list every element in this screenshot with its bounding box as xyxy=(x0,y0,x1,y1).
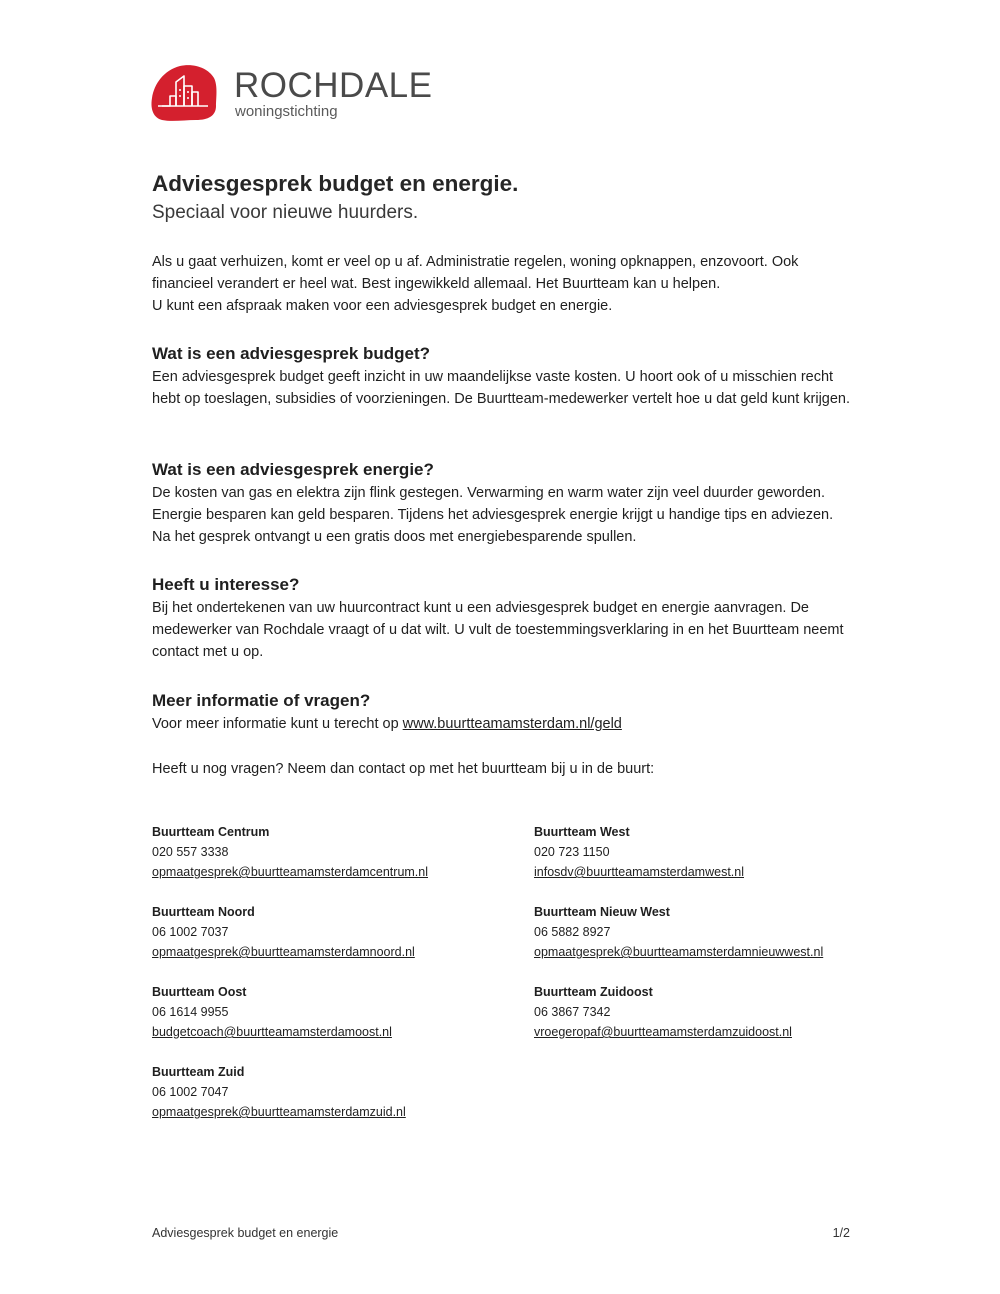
contact-email-link[interactable]: opmaatgesprek@buurtteamamsterdamzuid.nl xyxy=(152,1105,406,1119)
contact-email-link[interactable]: opmaatgesprek@buurtteamamsterdamnieuwwest.nl xyxy=(534,945,824,959)
contact-email-link[interactable]: vroegeropaf@buurtteamamsterdamzuidoost.nl xyxy=(534,1025,792,1039)
contact-block-zuidoost xyxy=(534,982,864,1042)
logo-mark-icon xyxy=(150,62,220,124)
contact-email-link[interactable]: opmaatgesprek@buurtteamamsterdamcentrum.nl xyxy=(152,865,429,879)
contact-phone: 06 1002 7047 xyxy=(152,1085,229,1099)
contact-phone: 020 723 1150 xyxy=(534,845,610,859)
website-link[interactable]: www.buurtteamamsterdam.nl/geld xyxy=(402,716,622,732)
contact-phone: 06 3867 7342 xyxy=(534,1005,611,1019)
logo-subtitle: woningstichting xyxy=(235,103,338,120)
contact-block-oost xyxy=(152,982,482,1042)
section-body-budget: Een adviesgesprek budget geeft inzicht in uw maandelijkse vaste kosten. U hoort ook of u misschien recht hebt op toeslagen, subsidies of voorzieningen. De Buurtteam-medewerker vertelt hoe u dat geld kunt krijgen. xyxy=(152,369,851,407)
contact-name: Buurtteam Zuid xyxy=(152,1065,245,1079)
page-subtitle: Speciaal voor nieuwe huurders. xyxy=(152,202,419,223)
contact-name: Buurtteam Noord xyxy=(152,905,255,919)
intro-paragraph-2: U kunt een afspraak maken voor een adviesgesprek budget en energie. xyxy=(152,298,613,314)
section-body-interesse: Bij het ondertekenen van uw huurcontract kunt u een adviesgesprek budget en energie aanvragen. De medewerker van Rochdale vraagt of u dat wilt. U vult de toestemmingsverklaring in en het Buurtteam neemt contact met u op. xyxy=(152,600,844,660)
logo-name: ROCHDALE xyxy=(234,66,433,105)
info-prefix-text: Voor meer informatie kunt u terecht op xyxy=(152,716,403,732)
footer-title: Adviesgesprek budget en energie xyxy=(152,1226,339,1240)
page-number: 1/2 xyxy=(832,1226,850,1240)
contact-phone: 06 1614 9955 xyxy=(152,1005,229,1019)
section-body-informatie xyxy=(152,713,852,735)
page-title: Adviesgesprek budget en energie. xyxy=(152,171,519,196)
contact-block-centrum xyxy=(152,822,482,882)
section-heading-informatie: Meer informatie of vragen? xyxy=(152,691,371,710)
contact-phone: 06 5882 8927 xyxy=(534,925,611,939)
contact-block-west xyxy=(534,822,864,882)
contact-block-nieuw-west xyxy=(534,902,864,962)
contact-name: Buurtteam West xyxy=(534,825,630,839)
contact-name: Buurtteam Nieuw West xyxy=(534,905,670,919)
contact-name: Buurtteam Oost xyxy=(152,985,247,999)
contact-phone: 06 1002 7037 xyxy=(152,925,229,939)
contact-email-link[interactable]: budgetcoach@buurtteamamsterdamoost.nl xyxy=(152,1025,392,1039)
section-heading-interesse: Heeft u interesse? xyxy=(152,575,300,594)
intro-paragraph: Als u gaat verhuizen, komt er veel op u af. Administratie regelen, woning opknappen, enzovoort. Ook financieel verandert er heel wat. Best ingewikkeld allemaal. Het Buurtteam kan u helpen. xyxy=(152,254,799,292)
contact-name: Buurtteam Centrum xyxy=(152,825,270,839)
contact-block-zuid xyxy=(152,1062,482,1122)
rochdale-logo xyxy=(150,62,450,124)
contact-block-noord xyxy=(152,902,482,962)
questions-paragraph: Heeft u nog vragen? Neem dan contact op met het buurtteam bij u in de buurt: xyxy=(152,761,655,777)
contact-email-link[interactable]: opmaatgesprek@buurtteamamsterdamnoord.nl xyxy=(152,945,415,959)
section-body-energie: De kosten van gas en elektra zijn flink gestegen. Verwarming en warm water zijn veel duurder geworden. Energie besparen kan geld besparen. Tijdens het adviesgesprek energie krijgt u handige tips en adviezen. Na het gesprek ontvangt u een gratis doos met energiebesparende spullen. xyxy=(152,485,834,545)
contact-phone: 020 557 3338 xyxy=(152,845,229,859)
contact-name: Buurtteam Zuidoost xyxy=(534,985,653,999)
contact-email-link[interactable]: infosdv@buurtteamamsterdamwest.nl xyxy=(534,865,744,879)
section-heading-energie: Wat is een adviesgesprek energie? xyxy=(152,460,434,479)
section-heading-budget: Wat is een adviesgesprek budget? xyxy=(152,344,431,363)
